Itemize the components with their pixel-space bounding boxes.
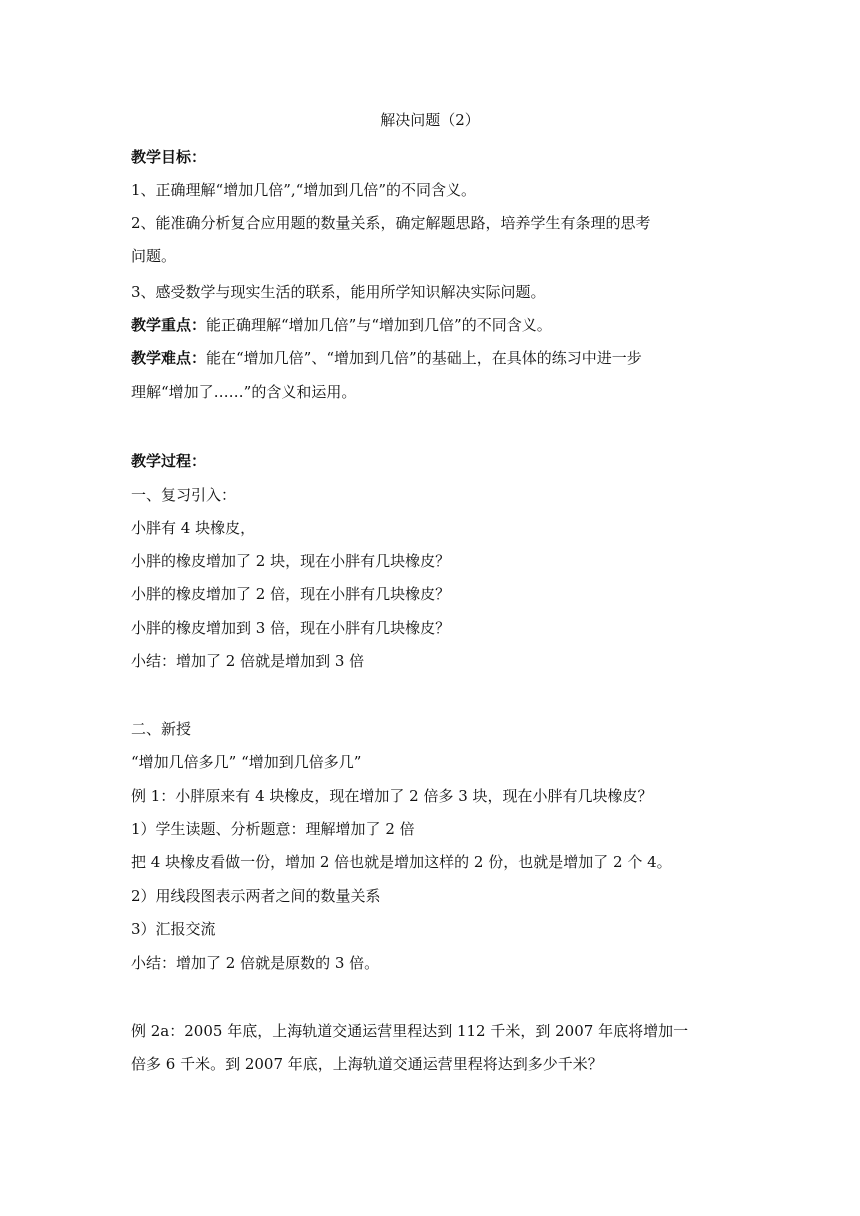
topic-line: “增加几倍多几” “增加到几倍多几” (131, 753, 362, 771)
section-2-heading: 二、新授 (131, 720, 192, 738)
key-point-label: 教学重点： (131, 316, 207, 334)
review-line-3: 小胖的橡皮增加了 2 倍，现在小胖有几块橡皮？ (131, 585, 451, 603)
goal-1: 1、正确理解“增加几倍”,“增加到几倍”的不同含义。 (131, 181, 476, 199)
goals-heading: 教学目标： (131, 148, 207, 166)
summary-2: 小结：增加了 2 倍就是原数的 3 倍。 (131, 954, 380, 972)
section-1-heading: 一、复习引入： (131, 486, 237, 504)
summary-1: 小结：增加了 2 倍就是增加到 3 倍 (131, 652, 365, 670)
example-2a-line-1: 例 2a：2005 年底，上海轨道交通运营里程达到 112 千米，到 2007 年底将增加一 (131, 1022, 689, 1040)
difficulty-line-2: 理解“增加了……”的含义和运用。 (131, 383, 357, 401)
difficulty-text-1: 能在“增加几倍”、“增加到几倍”的基础上，在具体的练习中进一步 (206, 349, 642, 367)
document-title: 解决问题（2） (380, 111, 480, 129)
step-1-detail: 把 4 块橡皮看做一份，增加 2 倍也就是增加这样的 2 份，也就是增加了 2 个 4。 (131, 853, 672, 871)
step-2: 2）用线段图表示两者之间的数量关系 (131, 887, 381, 905)
goal-3: 3、感受数学与现实生活的联系，能用所学知识解决实际问题。 (131, 283, 546, 301)
goal-2-line-2: 问题。 (131, 247, 177, 265)
difficulty-label: 教学难点： (131, 349, 207, 367)
review-line-1: 小胖有 4 块橡皮， (131, 519, 256, 537)
key-point (131, 315, 741, 335)
goal-2-line-1: 2、能准确分析复合应用题的数量关系，确定解题思路，培养学生有条理的思考 (131, 214, 651, 232)
difficulty-line-1 (131, 348, 741, 368)
process-heading: 教学过程： (131, 452, 207, 470)
step-3: 3）汇报交流 (131, 920, 216, 938)
key-point-text: 能正确理解“增加几倍”与“增加到几倍”的不同含义。 (206, 316, 552, 334)
step-1: 1）学生读题、分析题意：理解增加了 2 倍 (131, 820, 415, 838)
example-2a-line-2: 倍多 6 千米。到 2007 年底，上海轨道交通运营里程将达到多少千米？ (131, 1055, 603, 1073)
example-1: 例 1：小胖原来有 4 块橡皮，现在增加了 2 倍多 3 块，现在小胖有几块橡皮？ (131, 787, 653, 805)
review-line-2: 小胖的橡皮增加了 2 块，现在小胖有几块橡皮？ (131, 552, 451, 570)
review-line-4: 小胖的橡皮增加到 3 倍，现在小胖有几块橡皮？ (131, 619, 451, 637)
